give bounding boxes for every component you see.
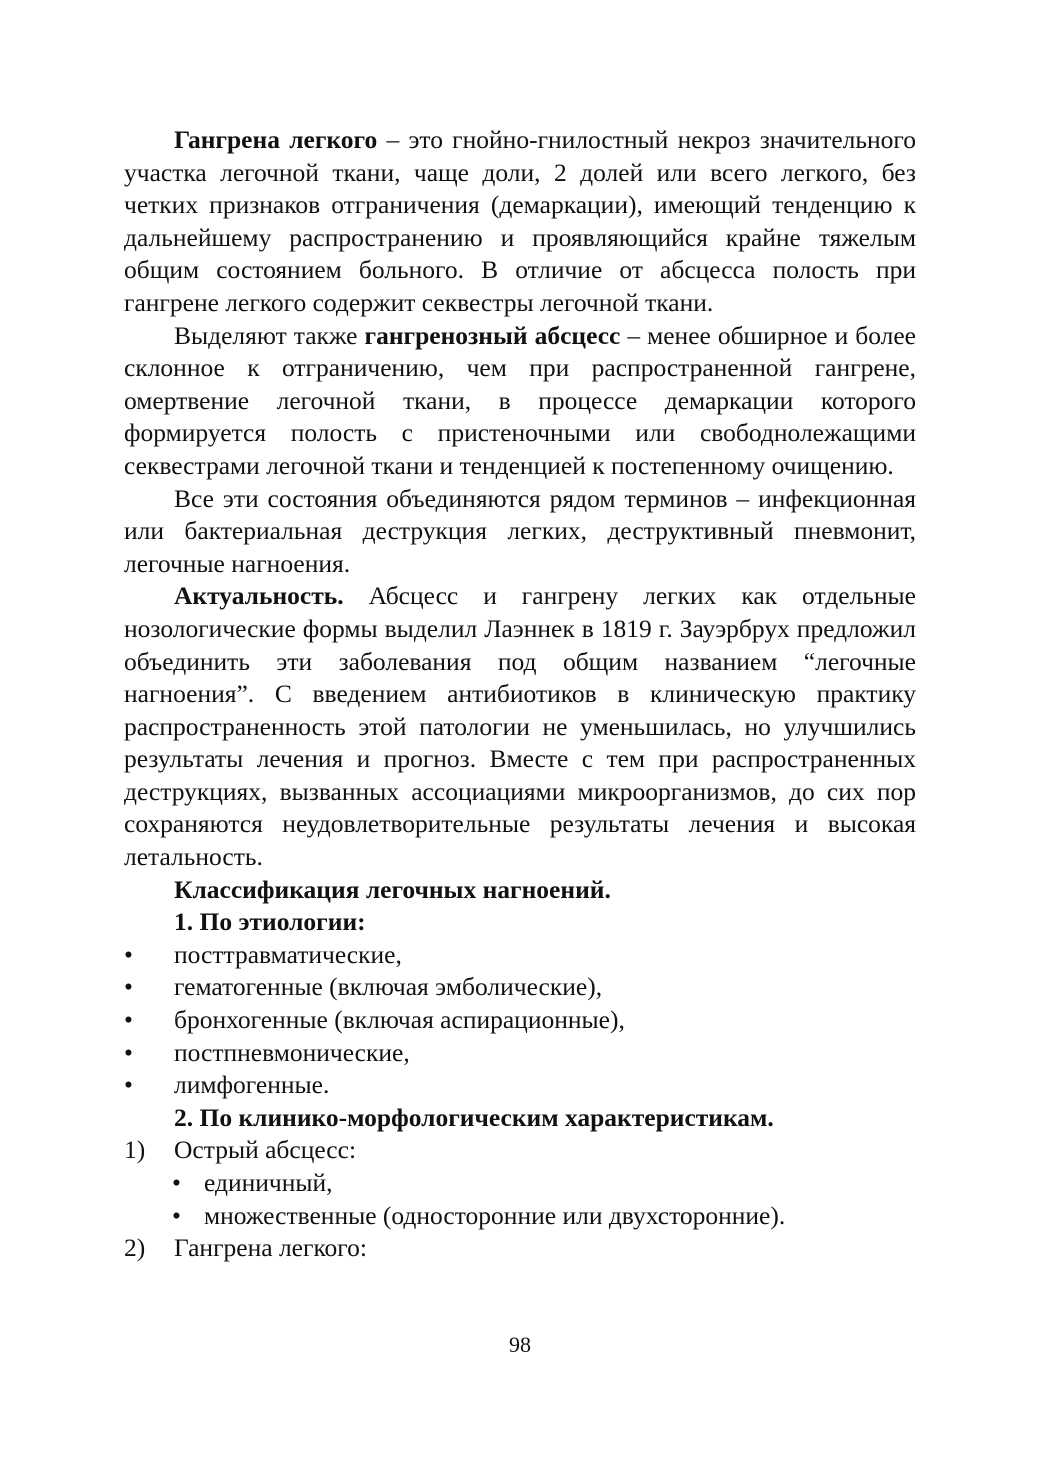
bullet-icon: • — [124, 972, 133, 1002]
paragraph-gangrenous-abscess — [124, 320, 916, 483]
clinical-list-continued — [124, 1232, 916, 1265]
etiology-list — [124, 939, 916, 1102]
clinical-heading: 2. По клинико-морфологическим характеристикам. — [174, 1102, 774, 1132]
acute-abscess-sublist — [124, 1167, 916, 1232]
bullet-icon: • — [172, 1200, 181, 1230]
list-item-label: Острый абсцесс: — [174, 1135, 357, 1165]
list-number: 2) — [124, 1233, 146, 1263]
paragraph-terms — [124, 483, 916, 581]
paragraph-text: Абсцесс и гангрену легких как отдельные нозологические формы выделил Лаэннек в 1819 г. Зауэрбрух предложил объединить эти заболевания под общим названием “легочные нагноения”. С введением антибиотиков в клиническую практику распространенность этой патологии не уменьшилась, но улучшились результаты лечения и прогноз. Вместе с тем при распространенных деструкциях, вызванных ассоциациями микроорганизмов, до сих пор сохраняются неудовлетворительные результаты лечения и высокая летальность. — [124, 581, 916, 872]
paragraph-text-after: – менее обширное и более склонное к отграничению, чем при распространенной гангрене, омертвение легочной ткани, в процессе демаркации которого формируется полость с пристеночными или свободнолежащими секвестрами легочной ткани и тенденцией к постепенному очищению. — [124, 320, 916, 480]
page-number: 98 — [509, 1332, 531, 1357]
bullet-icon: • — [124, 1070, 133, 1100]
list-item — [124, 1232, 916, 1265]
list-item: • лимфогенные. — [124, 1069, 916, 1102]
bullet-icon: • — [124, 939, 133, 969]
term-relevance: Актуальность. — [174, 581, 344, 611]
list-item: • множественные (односторонние или двухсторонние). — [124, 1200, 916, 1233]
paragraph-text-before: Выделяют также — [174, 320, 365, 350]
classification-heading: Классификация легочных нагноений. — [174, 874, 611, 904]
paragraph-text: – это гнойно-гнилостный некроз значительного участка легочной ткани, чаще доли, 2 долей или всего легкого, без четких признаков отграничения (демаркации), имеющий тенденцию к дальнейшему распространению и проявляющийся крайне тяжелым общим состоянием больного. В отличие от абсцесса полость при гангрене легкого содержит секвестры легочной ткани. — [124, 125, 917, 317]
etiology-heading: 1. По этиологии: — [174, 907, 366, 937]
paragraph-text: Все эти состояния объединяются рядом терминов – инфекционная или бактериальная деструкция легких, деструктивный пневмонит, легочные нагноения. — [124, 483, 916, 578]
list-item-label: Гангрена легкого: — [174, 1233, 367, 1263]
bullet-icon: • — [172, 1168, 181, 1197]
list-item: • единичный, — [124, 1167, 916, 1200]
term-gangrenous-abscess: гангренозный абсцесс — [364, 320, 621, 350]
paragraph-relevance — [124, 580, 916, 873]
text-flow — [124, 124, 916, 1265]
paragraph-gangrene-definition — [124, 124, 916, 320]
list-item: • постпневмонические, — [124, 1037, 916, 1070]
document-page — [124, 0, 916, 1471]
bullet-icon: • — [124, 1005, 133, 1035]
list-number: 1) — [124, 1135, 146, 1165]
list-item: • гематогенные (включая эмболические), — [124, 971, 916, 1004]
clinical-list — [124, 1134, 916, 1167]
list-item: • бронхогенные (включая аспирационные), — [124, 1004, 916, 1037]
term-gangrene: Гангрена легкого — [174, 125, 378, 154]
list-item: • посттравматические, — [124, 939, 916, 972]
list-item — [124, 1134, 916, 1167]
bullet-icon: • — [124, 1037, 133, 1067]
